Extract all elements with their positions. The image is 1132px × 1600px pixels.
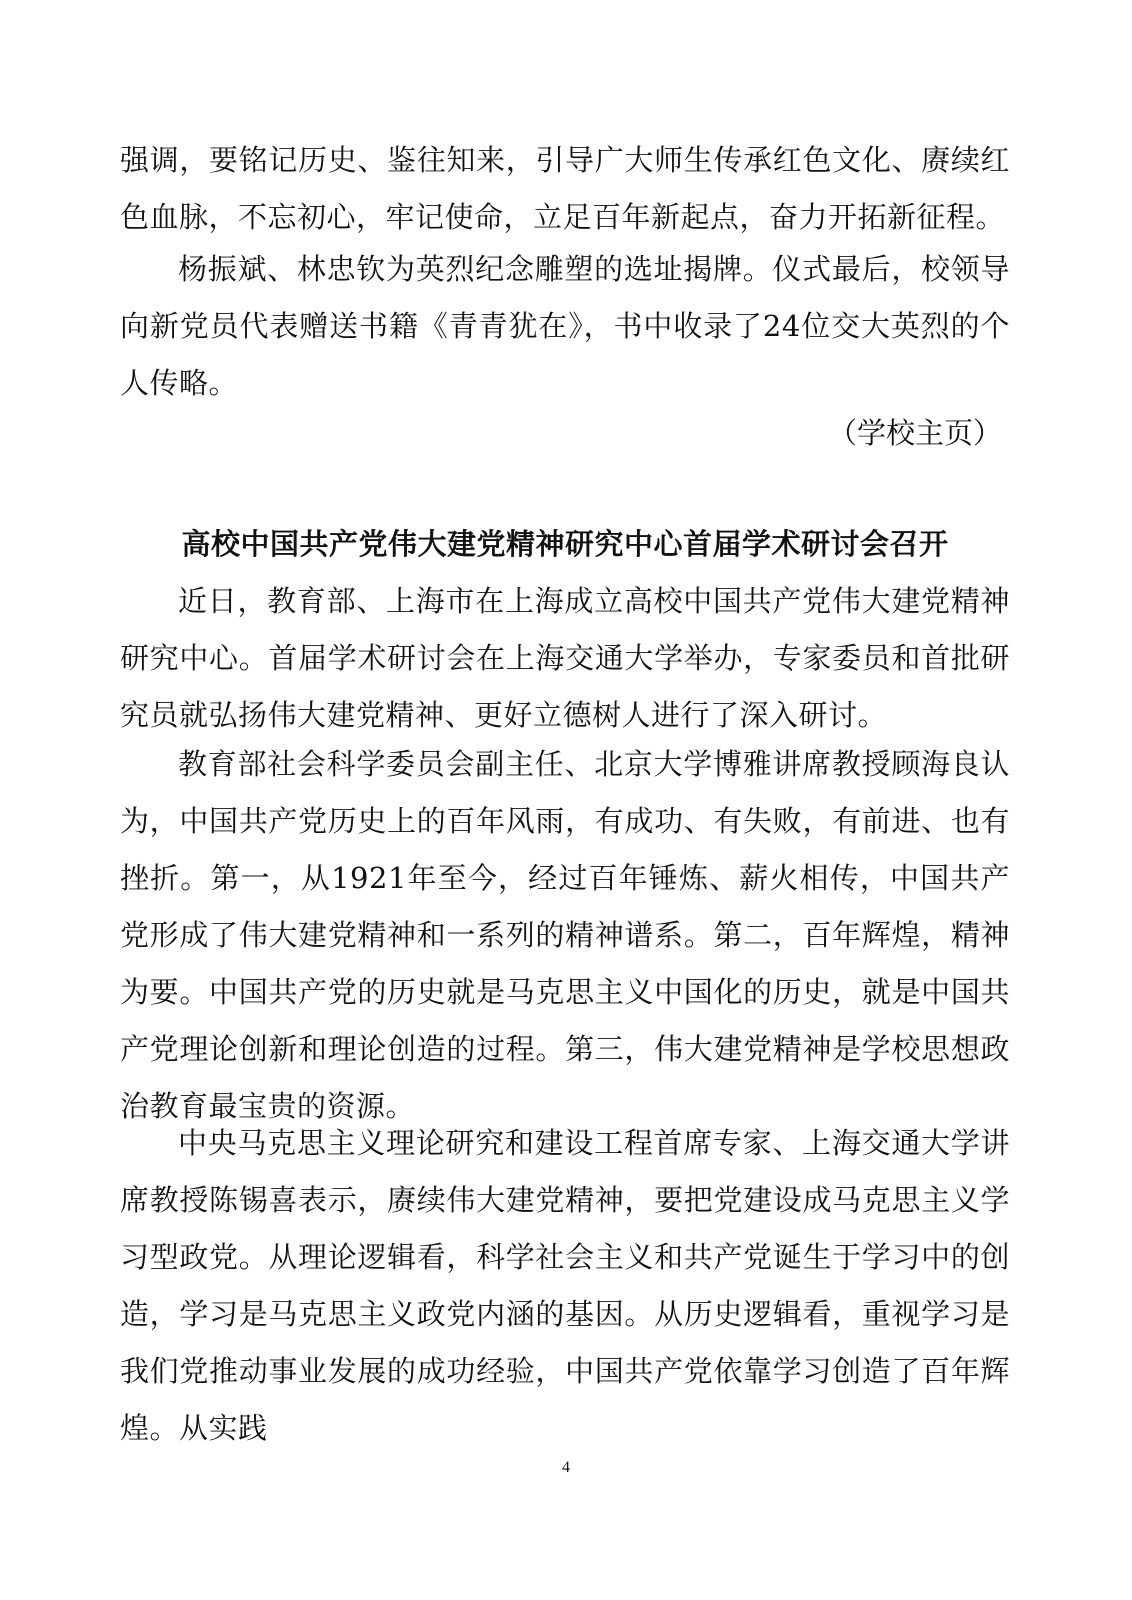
article2-title: 高校中国共产党伟大建党精神研究中心首届学术研讨会召开 <box>181 527 949 561</box>
article1-paragraph-continuation: 强调，要铭记历史、鉴往知来，引导广大师生传承红色文化、赓续红色血脉，不忘初心，牢记使命，立足百年新起点，奋力开拓新征程。 <box>120 143 1010 234</box>
article1-paragraph-unveiling: 杨振斌、林忠钦为英烈纪念雕塑的选址揭牌。仪式最后，校领导向新党员代表赠送书籍《青青犹在》，书中收录了24位交大英烈的个人传略。 <box>120 252 1010 400</box>
article2-paragraph-chen-xixi: 中央马克思主义理论研究和建设工程首席专家、上海交通大学讲席教授陈锡喜表示，赓续伟大建党精神，要把党建设成马克思主义学习型政党。从理论逻辑看，科学社会主义和共产党诞生于学习中的创造，学习是马克思主义政党内涵的基因。从历史逻辑看，重视学习是我们党推动事业发展的成功经验，中国共产党依靠学习创造了百年辉煌。从实践 <box>120 1126 1010 1445</box>
article1-source: （学校主页） <box>827 416 1002 450</box>
article2-paragraph-gu-hailiang: 教育部社会科学委员会副主任、北京大学博雅讲席教授顾海良认为，中国共产党历史上的百年风雨，有成功、有失败，有前进、也有挫折。第一，从1921年至今，经过百年锤炼、薪火相传，中国共产党形成了伟大建党精神和一系列的精神谱系。第二，百年辉煌，精神为要。中国共产党的历史就是马克思主义中国化的历史，就是中国共产党理论创新和理论创造的过程。第三，伟大建党精神是学校思想政治教育最宝贵的资源。 <box>120 747 1010 1123</box>
page-number: 4 <box>562 1459 570 1476</box>
article2-paragraph-intro: 近日，教育部、上海市在上海成立高校中国共产党伟大建党精神研究中心。首届学术研讨会在上海交通大学举办，专家委员和首批研究员就弘扬伟大建党精神、更好立德树人进行了深入研讨。 <box>120 584 1010 732</box>
